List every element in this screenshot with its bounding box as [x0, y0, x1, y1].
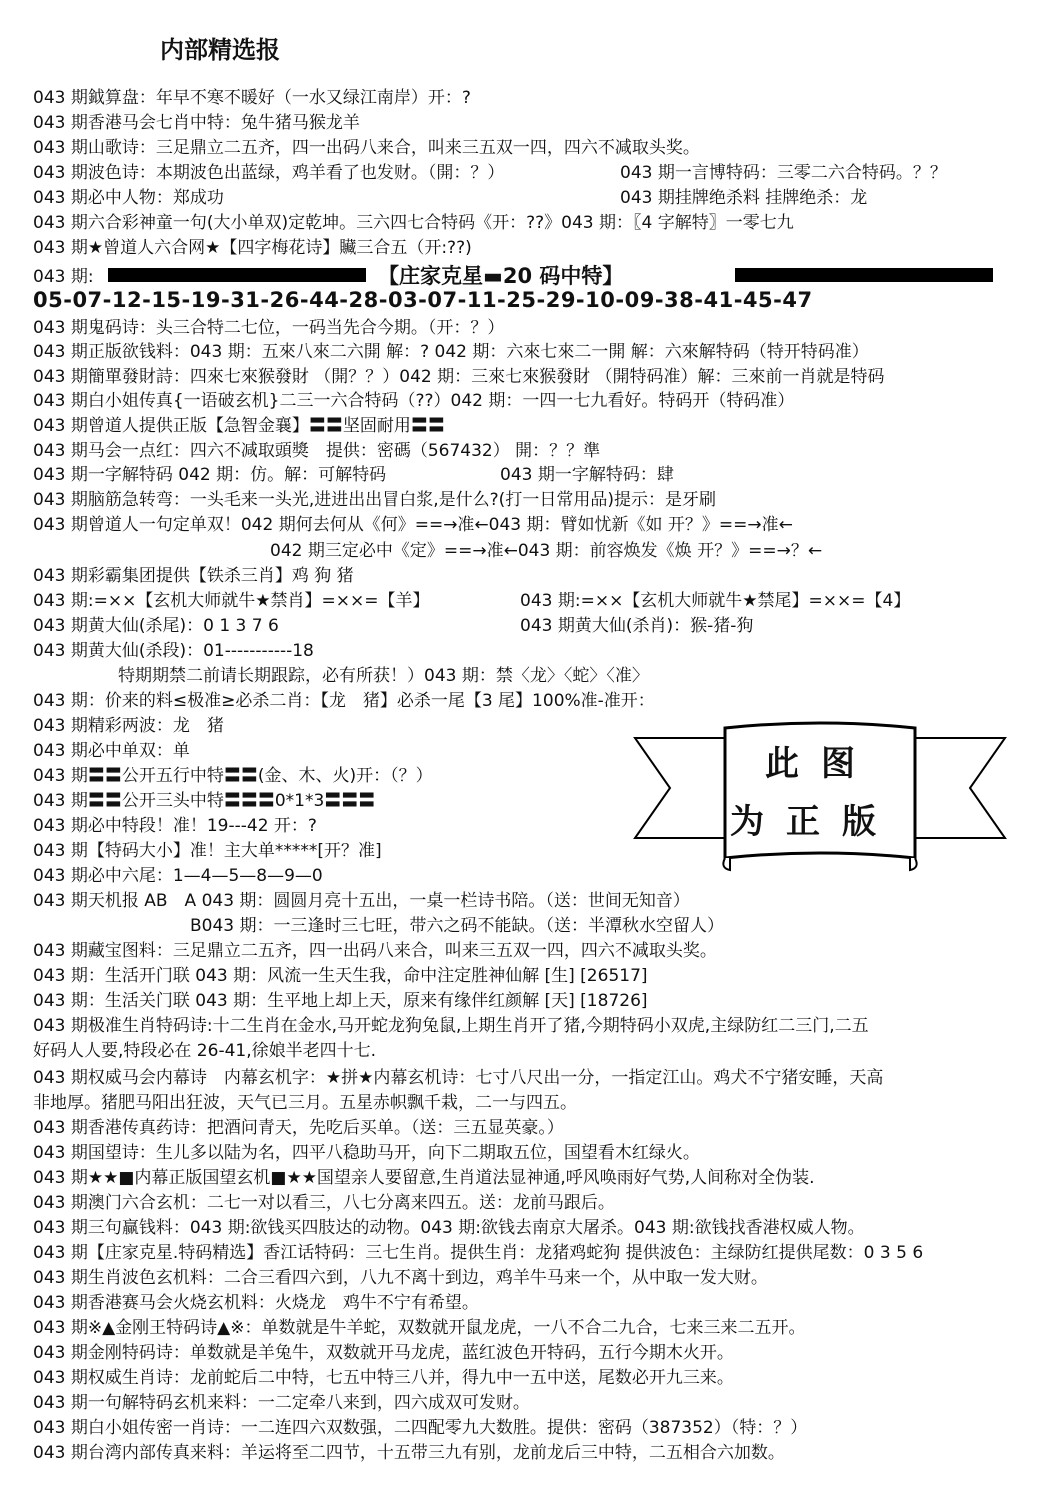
text-line: 043 期※▲金刚王特码诗▲※：单数就是牛羊蛇，双数就开鼠龙虎，一八不合二九合，七来三来二五开。 — [33, 1318, 806, 1338]
text-line: 043 期金刚特码诗：单数就是羊兔牛，双数就开马龙虎，蓝红波色开特码，五行今期木火开。 — [33, 1343, 734, 1363]
text-line: 043 期一句解特码玄机来料：一二定牵八来到，四六成双可发财。 — [33, 1393, 530, 1413]
text-line: 好码人人要,特段必在 26-41,徐娘半老四十七. — [33, 1041, 377, 1061]
indented-text: 042 期三定必中《定》==→准←043 期：前容焕发《焕 开？》==→？← — [270, 541, 823, 561]
text-line: 043 期:=××【玄机大师就牛★禁肖】=××=【羊】 — [33, 591, 430, 611]
text-line: 043 期★曾道人六合网★【四字梅花诗】贜三合五（开:??) — [33, 238, 472, 258]
right-text: 043 期:=××【玄机大师就牛★禁尾】=××=【4】 — [520, 591, 911, 611]
text-line: 043 期鉞算盘：年早不寒不暖好（一水又绿江南岸）开：? — [33, 88, 471, 108]
text-line: 043 期精彩两波：龙 猪 — [33, 716, 224, 736]
text-line: 043 期三句赢钱料：043 期:欲钱买四肢达的动物。043 期:欲钱去南京大屠杀。043 期:欲钱找香港权威人物。 — [33, 1218, 865, 1238]
right-text: 043 期黄大仙(杀肖)：猴-猪-狗 — [520, 616, 754, 636]
text-line: 043 期曾道人一句定单双！042 期何去何从《何》==→准←043 期：臂如忧新《如 开？》==→准← — [33, 515, 793, 535]
banner-bar-left — [108, 268, 366, 282]
right-text: 043 期挂牌绝杀料 挂牌绝杀：龙 — [620, 188, 868, 208]
text-line: 043 期波色诗：本期波色出蓝绿，鸡羊看了也发财。（開：？） — [33, 163, 505, 183]
text-line: 043 期权威马会内幕诗 内幕玄机字：★拼★内幕玄机诗：七寸八尺出一分，一指定江山。鸡犬不宁猪安睡，天高 — [33, 1068, 884, 1088]
text-line: 043 期权威生肖诗：龙前蛇后二中特，七五中特三八并，得九中一五中送，尾数必开九三来。 — [33, 1368, 734, 1388]
text-line: 043 期生肖波色玄机料：二合三看四六到，八九不离十到边，鸡羊牛马来一个，从中取一发大财。 — [33, 1268, 768, 1288]
text-line: 043 期脑筋急转弯：一头毛来一头光,进进出出冒白浆,是什么?(打一日常用品)提示：是牙刷 — [33, 490, 716, 510]
text-line: 043 期必中人物：郑成功 — [33, 188, 224, 208]
text-line: 043 期黄大仙(杀尾)：0 1 3 7 6 — [33, 616, 279, 636]
text-line: 043 期香港马会七肖中特：兔牛猪马猴龙羊 — [33, 113, 360, 133]
text-line: 043 期六合彩神童一句(大小单双)定乾坤。三六四七合特码《开：??》043 期：〖4 字解特〗一零七九 — [33, 213, 794, 233]
text-line: 043 期〓〓公开五行中特〓〓(金、木、火)开：（？） — [33, 766, 433, 786]
text-line: 043 期〓〓公开三头中特〓〓〓0*1*3〓〓〓 — [33, 791, 376, 811]
indented-text: 特期期禁二前请长期跟踪，必有所获！）043 期：禁〈龙〉〈蛇〉〈准〉 — [118, 666, 649, 686]
text-line: 043 期香港传真药诗：把酒问青天，先吃后买单。（送：三五显英豪。） — [33, 1118, 564, 1138]
text-line: 043 期必中单双：单 — [33, 741, 190, 761]
text-line: 043 期天机报 AB A 043 期：圆圆月亮十五出，一桌一栏诗书陪。（送：世间无知音） — [33, 891, 690, 911]
right-text: 043 期一字解特码：肆 — [500, 465, 674, 485]
stamp-line2: 为正版 — [730, 802, 898, 842]
text-line: 043 期【庄家克星.特码精选】香江话特码：三七生肖。提供生肖：龙猪鸡蛇狗 提供波色：主绿防红提供尾数：0 3 5 6 — [33, 1243, 924, 1263]
text-line: 043 期：生活关门联 043 期：生平地上却上天，原来有缘伴红颜解 [天] [18726] — [33, 991, 648, 1011]
text-line: 043 期簡單發財詩：四來七來猴發財 （開？？）042 期：三來七來猴發財 （開特码准）解：三來前一肖就是特码 — [33, 367, 885, 387]
authentic-stamp — [630, 718, 1010, 888]
page-title: 内部精选报 — [160, 36, 280, 64]
text-line: 043 期：生活开门联 043 期：风流一生天生我，命中注定胜神仙解 [生] [26517] — [33, 966, 648, 986]
text-line: 043 期山歌诗：三足鼎立二五齐，四一出码八来合，叫来三五双一四，四六不减取头奖。 — [33, 138, 700, 158]
banner-bar-right — [735, 268, 993, 282]
text-line: 043 期黄大仙(杀段)：01-----------18 — [33, 641, 314, 661]
text-line: 043 期藏宝图料：三足鼎立二五齐，四一出码八来合，叫来三五双一四，四六不减取头奖。 — [33, 941, 717, 961]
text-line: 043 期曾道人提供正版【急智金襄】〓〓坚固耐用〓〓 — [33, 416, 445, 436]
text-line: 043 期彩霸集团提供【铁杀三肖】鸡 狗 猪 — [33, 566, 354, 586]
text-line: 043 期【特码大小】准！主大单*****[开？准] — [33, 841, 382, 861]
text-line: 043 期白小姐传真{一语破玄机}二三一六合特码（??）042 期：一四一七九看好。特码开（特码准） — [33, 391, 795, 411]
text-line: 非地厚。猪肥马阳出狂波，天气已三月。五星赤帜飘千栽，二一与四五。 — [33, 1093, 577, 1113]
text-line: 043 期：价来的料≤极准≥必杀二肖：【龙 猪】必杀一尾【3 尾】100%准-准开： — [33, 691, 655, 711]
text-line: 043 期鬼码诗：头三合特二七位，一码当先合今期。（开：？） — [33, 318, 505, 338]
text-line: 043 期一字解特码 042 期：仿。解：可解特码 — [33, 465, 387, 485]
text-line: 043 期必中特段！准！19---42 开：? — [33, 816, 317, 836]
right-text: 043 期一言博特码：三零二六合特码。？？ — [620, 163, 947, 183]
text-line: 043 期澳门六合玄机：二七一对以看三，八七分离来四五。送：龙前马跟后。 — [33, 1193, 615, 1213]
text-line: 043 期极准生肖特码诗:十二生肖在金水,马开蛇龙狗兔鼠,上期生肖开了猪,今期特码小双虎,主绿防红二三门,二五 — [33, 1016, 869, 1036]
text-line: 043 期台湾内部传真来料：羊运将至二四节，十五带三九有别，龙前龙后三中特，二五相合六加数。 — [33, 1443, 785, 1463]
text-line: 043 期必中六尾：1—4—5—8—9—0 — [33, 866, 323, 886]
text-line: 043 期国望诗：生儿多以陆为名，四平八稳助马开，向下二期取五位，国望看木红绿火。 — [33, 1143, 700, 1163]
banner-label: 043 期: — [33, 267, 94, 287]
indented-text: B043 期：一三逢时三七旺，带六之码不能缺。（送：半潭秋水空留人） — [190, 916, 725, 936]
number-row: 05-07-12-15-19-31-26-44-28-03-07-11-25-29-10-09-38-41-45-47 — [33, 288, 813, 312]
text-line: 043 期香港赛马会火烧玄机料：火烧龙 鸡牛不宁有希望。 — [33, 1293, 479, 1313]
text-line: 043 期马会一点红：四六不减取頭獎 提供：密碼（567432） 開：？？準 — [33, 441, 601, 461]
text-line: 043 期★★■内幕正版国望玄机■★★国望亲人要留意,生肖道法显神通,呼风唤雨好气势,人间称对全伪装. — [33, 1168, 815, 1188]
stamp-line1: 此图 — [765, 744, 877, 784]
text-line: 043 期正版欲钱料：043 期：五來八來二六開 解：? 042 期：六來七來二一開 解：六來解特码（特开特码准） — [33, 342, 869, 362]
text-line: 043 期白小姐传密一肖诗：一二连四六双数强，二四配零九大数胜。提供：密码（387352）（特：？） — [33, 1418, 808, 1438]
banner-text: 【庄家克星▬20 码中特】 — [378, 264, 624, 288]
